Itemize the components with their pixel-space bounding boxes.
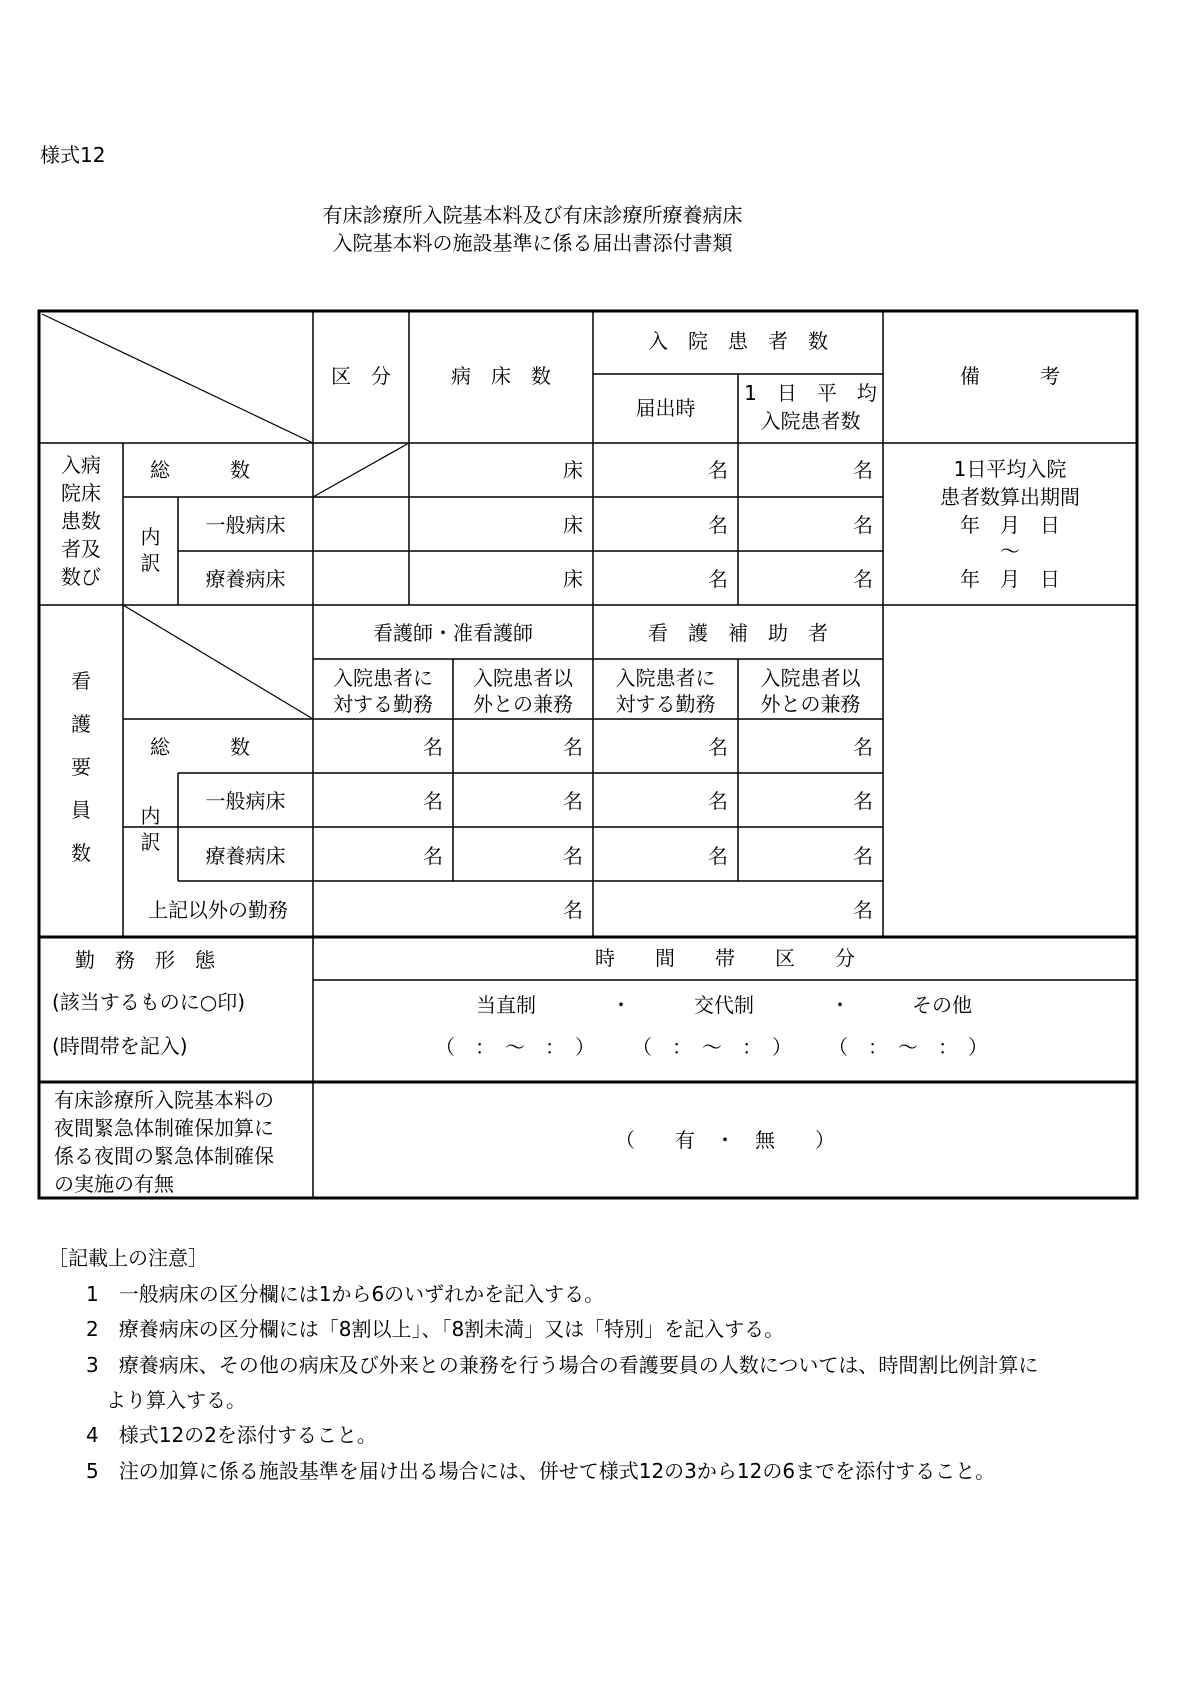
section1-side-label-4: 者及	[61, 537, 101, 561]
sousu-diagonal	[313, 443, 409, 497]
nurse-col-b-line-1: 入院患者以	[473, 666, 573, 690]
note-2: 2 療養病床の区分欄には「8割以上」、「8割未満」又は「特別」を記入する。	[86, 1317, 785, 1341]
night-label-line-1: 有床診療所入院基本料の	[54, 1088, 274, 1112]
biko-line-3: 年 月 日	[960, 513, 1060, 537]
aide-col-b-line-2: 外との兼務	[760, 692, 861, 716]
jikantai-header: 時 間 帯 区 分	[595, 946, 855, 970]
nurse-col-a-line-2: 対する勤務	[333, 692, 433, 716]
section2-side-label-1: 看	[71, 669, 91, 693]
header-biko: 備 考	[960, 364, 1060, 388]
option-kotai: 交代制	[694, 993, 754, 1017]
time-range-3: （ ： ～ ： ）	[828, 1035, 988, 1059]
aide-col-a-line-1: 入院患者に	[615, 666, 716, 690]
staff-ryoyo-unit-3: 名	[708, 844, 728, 868]
option-sep-1: ・	[611, 993, 631, 1017]
note-5: 5 注の加算に係る施設基準を届け出る場合には、併せて様式12の3から12の6までを添付すること。	[86, 1459, 996, 1483]
section2-uchi: 内	[140, 804, 161, 828]
section1-ryoyo-label: 療養病床	[205, 567, 286, 591]
night-label-line-4: の実施の有無	[54, 1172, 174, 1196]
night-choice: （ 有 ・ 無 ）	[615, 1128, 835, 1152]
note-3: 3 療養病床、その他の病床及び外来との兼務を行う場合の看護要員の人数については、時間割比例計算に	[86, 1353, 1039, 1377]
form-id: 様式12	[40, 143, 106, 167]
note-1: 1 一般病床の区分欄には1から6のいずれかを記入する。	[86, 1282, 605, 1306]
ippan-todokede-unit: 名	[708, 513, 728, 537]
section1-uchi: 内	[140, 525, 161, 549]
ippan-heikin-unit: 名	[853, 513, 873, 537]
sousu-todokede-unit: 名	[708, 458, 728, 482]
time-range-2: （ ： ～ ： ）	[632, 1035, 792, 1059]
night-label-line-2: 夜間緊急体制確保加算に	[54, 1116, 274, 1140]
section2-sousu-label: 総 数	[150, 735, 250, 759]
section2-side-label-3: 要	[71, 755, 91, 779]
night-label-line-3: 係る夜間の緊急体制確保	[54, 1144, 274, 1168]
ryoyo-heikin-unit: 名	[853, 567, 873, 591]
staff-ippan-unit-3: 名	[708, 789, 728, 813]
section2-side-label-2: 護	[71, 712, 91, 736]
biko-line-4: ～	[1000, 539, 1020, 563]
section1-wake: 訳	[140, 551, 161, 575]
aide-col-a-line-2: 対する勤務	[615, 692, 716, 716]
ippan-bed-unit: 床	[563, 513, 583, 537]
sousu-bed-unit: 床	[563, 458, 583, 482]
nurse-col-a-line-1: 入院患者に	[333, 666, 433, 690]
sousu-heikin-unit: 名	[853, 458, 873, 482]
staff-other-unit-nurse: 名	[563, 898, 583, 922]
section2-ippan-label: 一般病床	[205, 789, 286, 813]
title-line-2: 入院基本料の施設基準に係る届出書添付書類	[332, 231, 733, 255]
option-tochoku: 当直制	[476, 993, 536, 1017]
staff-header-diagonal	[123, 605, 313, 719]
section2-wake: 訳	[140, 830, 161, 854]
header-diagonal	[42, 314, 313, 443]
staff-sousu-unit-2: 名	[563, 735, 583, 759]
staff-sousu-unit-1: 名	[423, 735, 443, 759]
work-pattern-note-2: (時間帯を記入)	[52, 1034, 188, 1058]
staff-ippan-unit-4: 名	[853, 789, 873, 813]
staff-ippan-unit-2: 名	[563, 789, 583, 813]
notes-heading: ［記載上の注意］	[48, 1246, 208, 1270]
biko-line-1: 1日平均入院	[953, 457, 1067, 481]
note-4: 4 様式12の2を添付すること。	[86, 1423, 377, 1447]
option-sep-2: ・	[830, 993, 850, 1017]
section1-side-label-3: 患数	[61, 509, 101, 533]
work-pattern-label: 勤 務 形 態	[75, 948, 215, 972]
nurse-col-b-line-2: 外との兼務	[473, 692, 573, 716]
header-heikin-line-2: 入院患者数	[760, 409, 861, 433]
header-hojosha: 看 護 補 助 者	[648, 621, 828, 645]
ryoyo-todokede-unit: 名	[708, 567, 728, 591]
section1-ippan-label: 一般病床	[205, 513, 286, 537]
staff-sousu-unit-3: 名	[708, 735, 728, 759]
section1-side-label-2: 院床	[61, 481, 101, 505]
biko-line-2: 患者数算出期間	[940, 485, 1080, 509]
section1-side-label-5: 数び	[61, 565, 101, 589]
section2-side-label-5: 数	[71, 841, 91, 865]
time-range-1: （ ： ～ ： ）	[435, 1035, 595, 1059]
staff-sousu-unit-4: 名	[853, 735, 873, 759]
staff-ryoyo-unit-1: 名	[423, 844, 443, 868]
ryoyo-bed-unit: 床	[563, 567, 583, 591]
header-byosho-su: 病 床 数	[451, 364, 551, 388]
staff-ippan-unit-1: 名	[423, 789, 443, 813]
section2-side-label-4: 員	[71, 798, 91, 822]
section2-other-label: 上記以外の勤務	[148, 898, 288, 922]
section1-sousu-label: 総 数	[150, 458, 250, 482]
header-nyuin-kanja-su: 入 院 患 者 数	[648, 329, 828, 353]
header-todokede-ji: 届出時	[635, 396, 696, 420]
header-kubun: 区 分	[331, 364, 391, 388]
staff-ryoyo-unit-4: 名	[853, 844, 873, 868]
section2-ryoyo-label: 療養病床	[205, 844, 286, 868]
aide-col-b-line-1: 入院患者以	[760, 666, 861, 690]
title-line-1: 有床診療所入院基本料及び有床診療所療養病床	[322, 203, 743, 227]
note-3-cont: より算入する。	[86, 1388, 246, 1412]
option-sonota: その他	[912, 993, 972, 1017]
header-kangoshi: 看護師・准看護師	[373, 621, 533, 645]
header-heikin-line-1: 1 日 平 均	[744, 381, 877, 405]
staff-other-unit-aide: 名	[853, 898, 873, 922]
section1-side-label-1: 入病	[61, 453, 101, 477]
biko-line-5: 年 月 日	[960, 567, 1060, 591]
staff-ryoyo-unit-2: 名	[563, 844, 583, 868]
work-pattern-note-1: (該当するものに○印)	[52, 990, 246, 1014]
